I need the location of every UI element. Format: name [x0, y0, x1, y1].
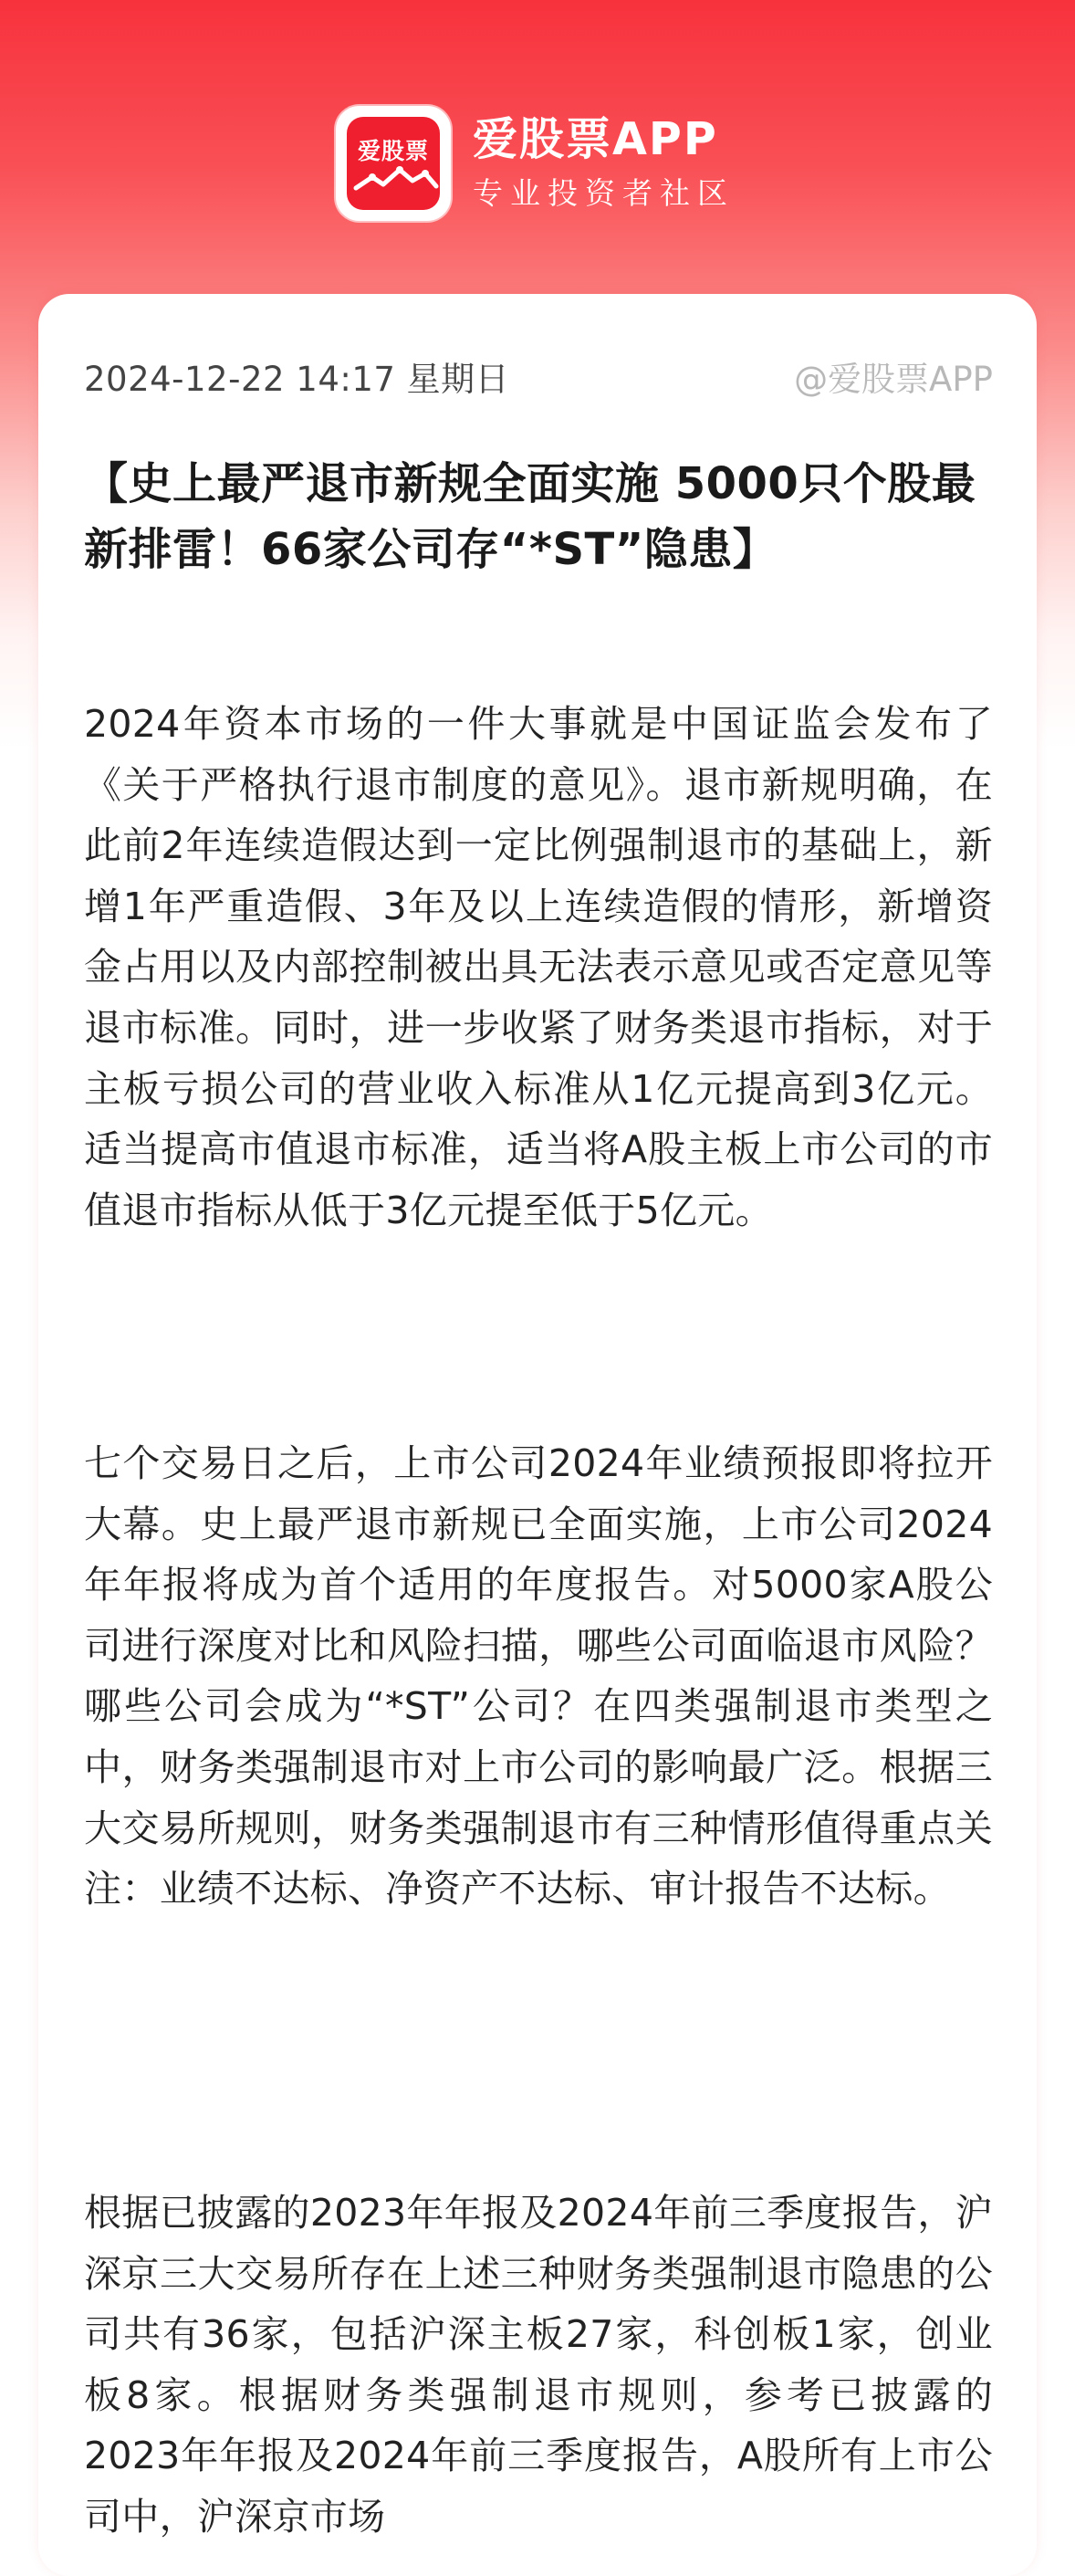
app-logo: [336, 106, 451, 221]
article-paragraph: 2024年资本市场的一件大事就是中国证监会发布了《关于严格执行退市制度的意见》。退市新规明确，在此前2年连续造假达到一定比例强制退市的基础上，新增1年严重造假、3年及以上连续造假的情形，新增资金占用以及内部控制被出具无法表示意见或否定意见等退市标准。同时，进一步收紧了财务类退市指标，对于主板亏损公司的营业收入标准从1亿元提高到3亿元。适当提高市值退市标准，适当将A股主板上市公司的市值退市指标从低于3亿元提至低于5亿元。: [84, 702, 993, 1232]
brand-header: [336, 106, 735, 221]
logo-badge: [347, 117, 440, 210]
source-handle[interactable]: @爱股票APP: [794, 360, 993, 399]
publish-date: 2024-12-22 14:17 星期日: [84, 360, 510, 399]
app-name: 爱股票APP: [473, 113, 718, 165]
stock-trend-icon: [352, 161, 440, 197]
app-slogan: 专业投资者社区: [473, 175, 735, 211]
article-paragraph: 根据已披露的2023年年报及2024年前三季度报告，沪深京三大交易所存在上述三种财务类强制退市隐患的公司共有36家，包括沪深主板27家，科创板1家，创业板8家。根据财务类强制退市规则，参考已披露的2023年年报及2024年前三季度报告，A股所有上市公司中，沪深京市场: [84, 2191, 993, 2539]
article-title: 【史上最严退市新规全面实施 5000只个股最新排雷！66家公司存“*ST”隐患】: [84, 458, 976, 575]
brand-text: [473, 112, 735, 215]
article-meta: [84, 354, 993, 398]
logo-text: 爱股票: [357, 138, 429, 164]
article-paragraph: 七个交易日之后，上市公司2024年业绩预报即将拉开大幕。史上最严退市新规已全面实施，上市公司2024年年报将成为首个适用的年度报告。对5000家A股公司进行深度对比和风险扫描，哪些公司面临退市风险？哪些公司会成为“*ST”公司？在四类强制退市类型之中，财务类强制退市对上市公司的影响最广泛。根据三大交易所规则，财务类强制退市有三种情形值得重点关注：业绩不达标、净资产不达标、审计报告不达标。: [84, 1441, 993, 1911]
article-card: [38, 294, 1037, 2576]
